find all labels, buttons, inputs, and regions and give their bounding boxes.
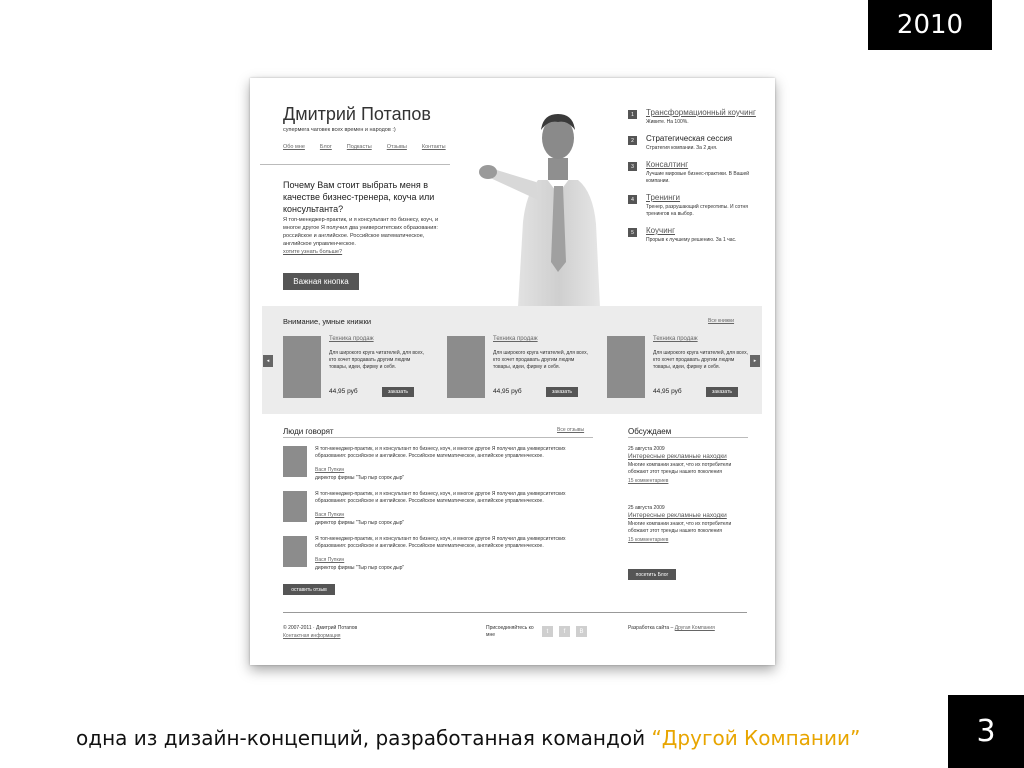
service-desc: Лучшие мировые бизнес-практики. В Вашей компании. (646, 171, 750, 184)
post-title[interactable]: Интересные рекламные находки (628, 453, 727, 460)
developer-link[interactable]: Другая Компания (674, 625, 715, 631)
avatar (283, 491, 307, 522)
reviewer-name[interactable]: Вася Пупкин (315, 467, 345, 473)
post-title[interactable]: Интересные рекламные находки (628, 512, 727, 519)
service-item[interactable] (628, 226, 768, 244)
discuss-heading: Обсуждаем (628, 427, 672, 436)
reviewer-role: директор фирмы "Тыр пыр сорок дыр" (315, 475, 405, 481)
service-number: 5 (628, 228, 637, 237)
join-label: Присоединяйтесь ко мне (486, 625, 534, 638)
website-mockup (250, 78, 775, 665)
twitter-icon[interactable]: t (542, 626, 553, 637)
site-tagline: супермега чаговек всех времен и народов :) (283, 127, 396, 133)
book-desc: Для широкого круга читателей, для всех, кто хочет продавать другим людям товары, идеи, фирму и себя. (493, 350, 588, 370)
post-comments-link[interactable]: 15 комментариев (628, 537, 669, 543)
footer-divider (283, 612, 747, 613)
copyright: © 2007-2011 · Дмитрий Потапов (283, 625, 358, 631)
leave-review-button[interactable]: оставить отзыв (283, 584, 335, 595)
book-card (447, 336, 597, 400)
nav-item-contacts[interactable]: Контакты (421, 144, 446, 150)
service-item[interactable] (628, 134, 768, 152)
reviewer-role: директор фирмы "Тыр пыр сорок дыр" (315, 520, 405, 526)
discuss-divider (628, 437, 748, 438)
service-number: 4 (628, 195, 637, 204)
developer-credit (628, 625, 715, 631)
avatar (283, 446, 307, 477)
review-text: Я топ-менеджер-практик, и я консультант по бизнесу, коуч, и многое другое Я получил два университетских образования: российское и английское. Российское математическое, английское управленческое. (315, 536, 566, 549)
nav-item-about[interactable]: Обо мне (283, 144, 305, 150)
book-desc: Для широкого круга читателей, для всех, кто хочет продавать другим людям товары, идеи, фирму и себя. (653, 350, 748, 370)
review-text: Я топ-менеджер-практик, и я консультант по бизнесу, коуч, и многое другое Я получил два университетских образования: российское и английское. Российское математическое, английское управленческое. (315, 491, 566, 504)
all-books-link[interactable]: Все книжки (708, 318, 735, 324)
slide-caption (76, 726, 860, 750)
person-photo (478, 102, 628, 307)
contact-link[interactable]: Контактная информация (283, 633, 341, 639)
avatar (283, 536, 307, 567)
visit-blog-button[interactable]: посетить Блог (628, 569, 676, 580)
book-price: 44,95 руб (653, 388, 682, 395)
reviewer-role: директор фирмы "Тыр пыр сорок дыр" (315, 565, 405, 571)
facebook-icon[interactable]: f (559, 626, 570, 637)
reviewer-name[interactable]: Вася Пупкин (315, 557, 345, 563)
carousel-prev-icon[interactable]: ◂ (263, 355, 273, 367)
important-button[interactable]: Важная кнопка (283, 273, 359, 290)
reviewer-name[interactable]: Вася Пупкин (315, 512, 345, 518)
service-desc: Тренер, разрушающий стереотипы. И сотня тренингов на выбор. (646, 204, 748, 217)
post-excerpt: Многие компании знают, что их потребители обожают этот тренды нашего поколения (628, 462, 732, 475)
service-item[interactable] (628, 108, 768, 126)
book-title[interactable]: Техника продаж (653, 336, 698, 342)
post-excerpt: Многие компании знают, что их потребители обожают этот тренды нашего поколения (628, 521, 732, 534)
book-desc: Для широкого круга читателей, для всех, кто хочет продавать другим людям товары, идеи, фирму и себя. (329, 350, 424, 370)
service-desc: Прорыв к лучшему решению. За 1 час. (646, 237, 737, 243)
nav-item-reviews[interactable]: Отзывы (386, 144, 407, 150)
services-list (628, 108, 768, 252)
reviews-divider (283, 437, 593, 438)
order-button[interactable]: заказать (546, 387, 578, 397)
review-item (283, 446, 593, 486)
service-item[interactable] (628, 160, 768, 185)
order-button[interactable]: заказать (706, 387, 738, 397)
review-text: Я топ-менеджер-практик, и я консультант по бизнесу, коуч, и многое другое Я получил два университетских образования: российское и английское. Российское математическое, английское управленческое. (315, 446, 566, 459)
service-desc: Стратегия компании. За 2 дня. (646, 145, 718, 151)
slide-number: 3 (948, 695, 1024, 768)
all-reviews-link[interactable]: Все отзывы (557, 427, 585, 433)
site-name: Дмитрий Потапов (283, 104, 431, 124)
developer-label: Разработка сайта – (628, 625, 675, 631)
nav-divider (260, 164, 450, 165)
nav-item-blog[interactable]: Блог (319, 144, 332, 150)
more-link[interactable]: хотите узнать больше? (283, 249, 343, 255)
blog-post (628, 446, 753, 484)
blog-post (628, 505, 753, 543)
caption-accent: “Другой Компании” (651, 726, 861, 750)
intro-text: Я топ-менеджер-практик, и я консультант по бизнесу, коуч, и многое другое Я получил два университетских образования: российское и английское. Российское математическое, английское управленческое. (283, 217, 439, 247)
service-title[interactable]: Тренинги (646, 193, 681, 202)
service-number: 3 (628, 162, 637, 171)
service-title[interactable]: Стратегическая сессия (646, 134, 733, 143)
intro-heading: Почему Вам стоит выбрать меня в качестве бизнес-тренера, коуча или консультанта? (283, 180, 435, 214)
book-cover[interactable] (447, 336, 485, 398)
order-button[interactable]: заказать (382, 387, 414, 397)
books-heading: Внимание, умные книжки (283, 317, 372, 326)
service-item[interactable] (628, 193, 768, 218)
book-card (607, 336, 757, 400)
caption-main: одна из дизайн-концепций, разработанная командой (76, 726, 652, 750)
social-links (542, 626, 587, 637)
reviews-heading: Люди говорят (283, 427, 334, 436)
post-date: 25 августа 2009 (628, 446, 665, 452)
book-title[interactable]: Техника продаж (493, 336, 538, 342)
service-number: 1 (628, 110, 637, 119)
post-date: 25 августа 2009 (628, 505, 665, 511)
year-badge: 2010 (868, 0, 992, 50)
service-desc: Живите. На 100%. (646, 119, 689, 125)
post-comments-link[interactable]: 15 комментариев (628, 478, 669, 484)
review-item (283, 536, 593, 576)
book-price: 44,95 руб (493, 388, 522, 395)
service-title[interactable]: Коучинг (646, 226, 675, 235)
carousel-next-icon[interactable]: ▸ (750, 355, 760, 367)
service-title[interactable]: Трансформационный коучинг (646, 108, 756, 117)
service-title[interactable]: Консалтинг (646, 160, 689, 169)
book-card (283, 336, 433, 400)
book-title[interactable]: Техника продаж (329, 336, 374, 342)
nav-item-podcasts[interactable]: Подкасты (346, 144, 372, 150)
book-price: 44,95 руб (329, 388, 358, 395)
service-number: 2 (628, 136, 637, 145)
vkontakte-icon[interactable]: B (576, 626, 587, 637)
book-cover[interactable] (607, 336, 645, 398)
review-item (283, 491, 593, 531)
book-cover[interactable] (283, 336, 321, 398)
main-nav (283, 144, 446, 150)
